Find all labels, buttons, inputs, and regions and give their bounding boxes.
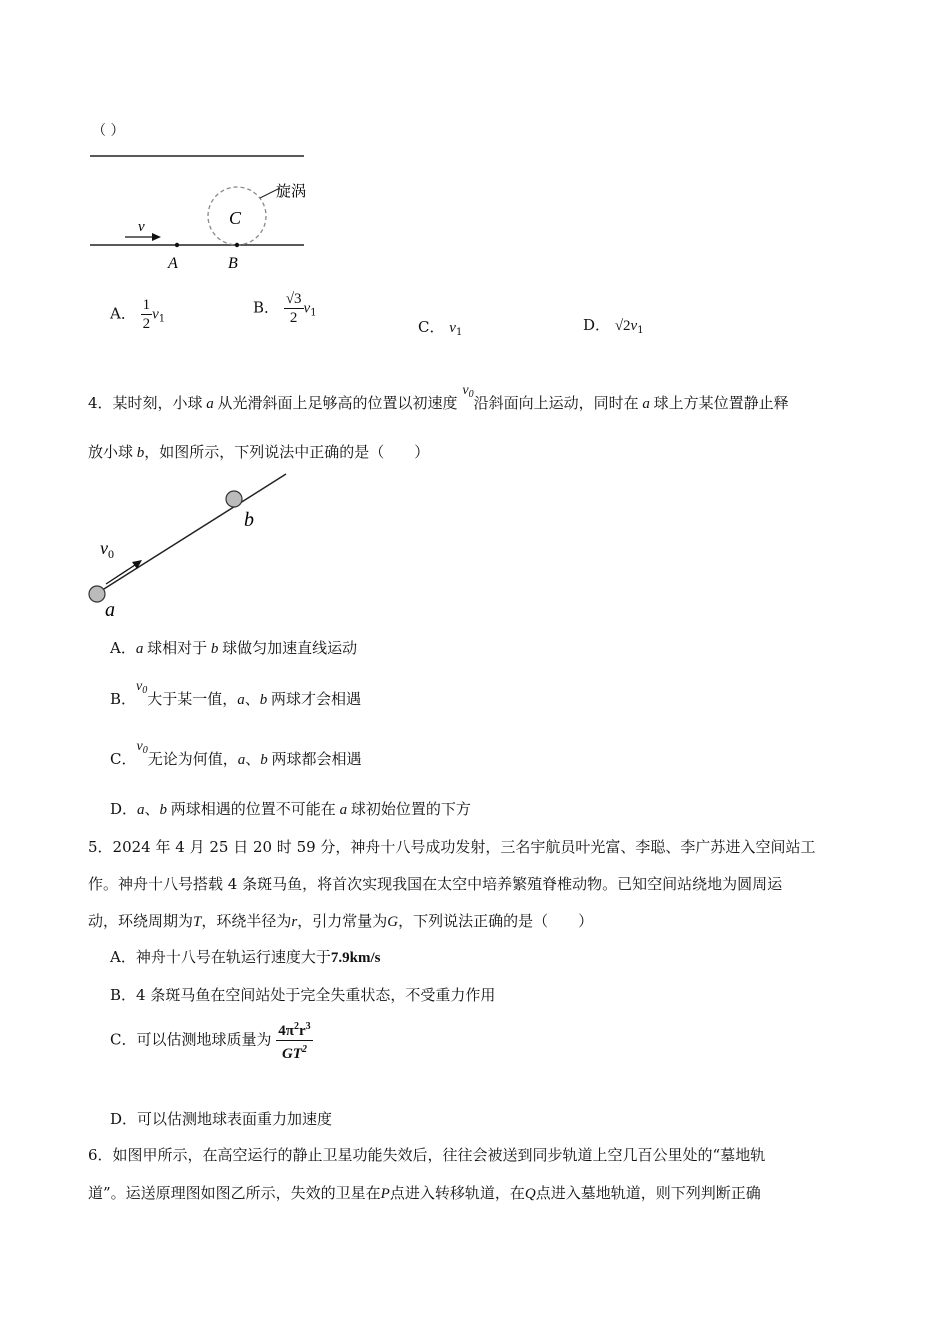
q5-option-d: D．可以估测地球表面重力加速度 [110,1110,333,1128]
fraction-root3-half: $\frac{√3}{2}$ [285,291,302,326]
option-letter: B． [253,298,280,317]
a-label: a [105,599,115,620]
vortex-label: 旋涡 [276,182,307,200]
q3-paren: （ ） [92,123,125,139]
q5-line3: 动，环绕周期为T，环绕半径为r，引力常量为G，下列说法正确的是（ ） [88,912,594,930]
q6-line1: 6．如图甲所示，在高空运行的静止卫星功能失效后，往往会被送到同步轨道上空几百公里处的“墓地轨 [88,1146,766,1164]
q5-line2: 作。神舟十八号搭载 4 条斑马鱼，将首次实现我国在太空中培养繁殖脊椎动物。已知空间站绕地为圆周运 [88,875,783,893]
option-letter: A． [110,304,136,323]
q4-option-a: A．a 球相对于 b 球做匀加速直线运动 [110,639,358,657]
q5-option-c: C．可以估测地球质量为 $\frac{4\pi^2r^3}{GT^2}$ [110,1018,313,1063]
velocity-arrowhead [152,233,161,241]
incline-line [96,474,286,594]
q6-line2: 道”。运送原理图如图乙所示，失效的卫星在P点进入转移轨道，在Q点进入墓地轨道，则下列判断正确 [88,1184,761,1202]
q4-option-c: C．$v_0$无论为何值，a、b 两球都会相遇 [110,739,362,768]
fraction-one-half: $\frac{1}{2}$ [142,297,151,332]
q3-option-a: A． $\frac{1}{2}$ $v_1$ [110,297,166,332]
v-label: v [138,219,145,235]
v0-arrow [106,563,138,584]
a-label: A [168,255,178,272]
q3-option-b: B． $\frac{√3}{2}$ $v_1$ [253,291,317,326]
q5-option-a: A．神舟十八号在轨运行速度大于7.9km/s [110,948,381,966]
q3-option-d: D． $√2v_1$ [583,316,644,336]
c-label: C [229,208,242,228]
q4-option-d: D．a、b 两球相遇的位置不可能在 a 球初始位置的下方 [110,800,471,818]
b-label: B [228,255,238,272]
q4-option-b: B．$v_0$大于某一值，a、b 两球才会相遇 [110,679,362,708]
q5-option-b: B．4 条斑马鱼在空间站处于完全失重状态，不受重力作用 [110,986,496,1004]
v0-label: $v_0$ [100,538,114,561]
q4-figure [84,470,304,620]
option-letter: C． [418,318,445,336]
ball-b [226,491,242,507]
b-label: b [244,509,254,531]
q4-line1: 4．某时刻，小球 a 从光滑斜面上足够高的位置以初速度 $v_0$沿斜面向上运动，同时在 a 球上方某位置静止释 [88,383,789,412]
q5-line1: 5．2024 年 4 月 25 日 20 时 59 分，神舟十八号成功发射，三名宇航员叶光富、李聪、李广苏进入空间站工 [88,838,816,856]
q3-figure [88,148,318,274]
v0-arrowhead [132,560,142,569]
point-b [235,243,239,247]
q4-line2: 放小球 b，如图所示，下列说法中正确的是（ ） [88,443,430,461]
option-letter: D． [583,316,611,334]
point-a [175,243,179,247]
earth-mass-formula: $\frac{4\pi^2r^3}{GT^2}$ [276,1018,312,1063]
ball-a [89,586,105,602]
q3-option-c: C． $v_1$ [418,318,463,338]
